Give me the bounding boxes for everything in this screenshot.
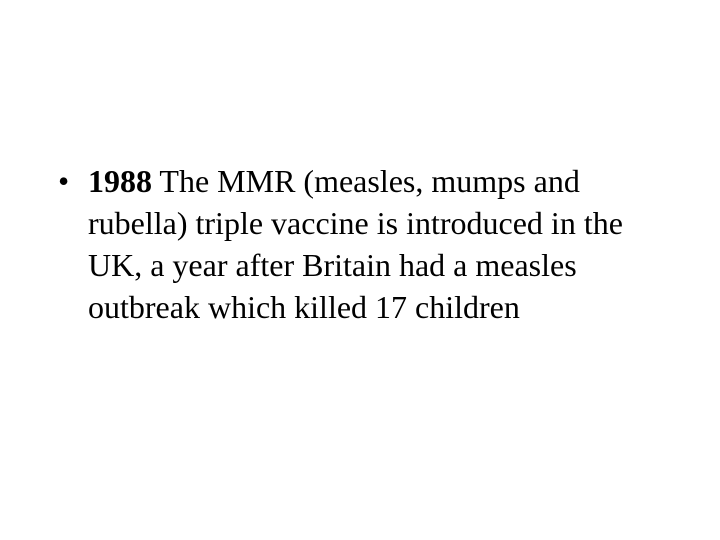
list-item (58, 160, 658, 328)
bullet-year: 1988 (88, 163, 152, 199)
bullet-list (58, 160, 658, 328)
bullet-icon: • (58, 163, 70, 199)
bullet-text: The MMR (measles, mumps and rubella) triple vaccine is introduced in the UK, a year after Britain had a measles outbreak which killed 17 children (88, 163, 623, 325)
